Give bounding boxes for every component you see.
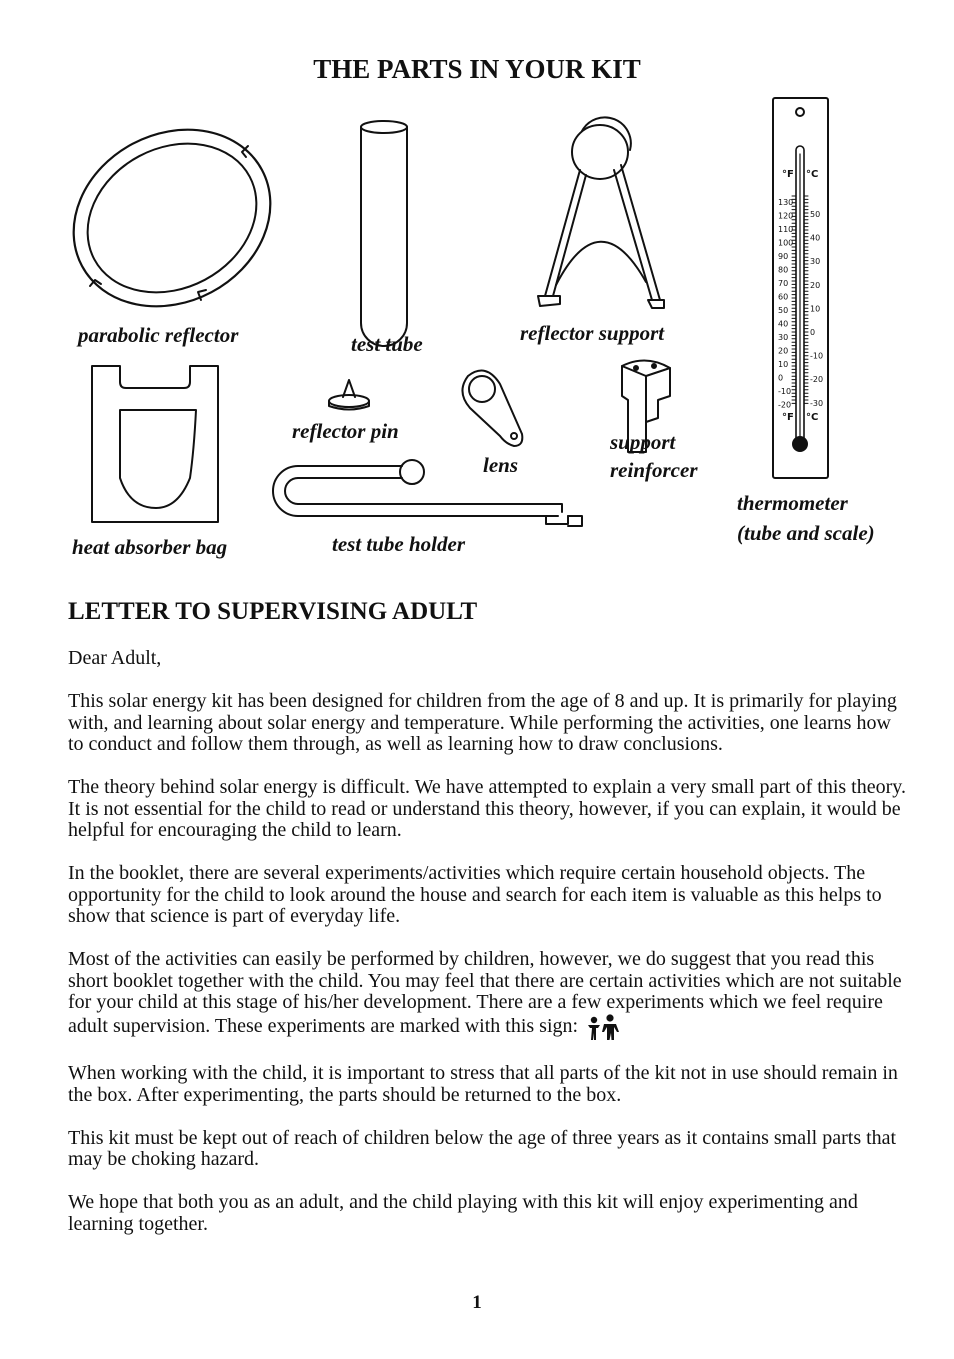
c-tick-label: 0 (810, 328, 816, 337)
label-reflector-pin: reflector pin (292, 419, 399, 443)
label-thermometer-2: (tube and scale) (737, 521, 875, 545)
f-tick-label: 120 (778, 211, 794, 221)
f-tick-label: -20 (778, 400, 792, 410)
f-tick-label: 110 (778, 225, 794, 234)
lens-icon (462, 371, 522, 446)
label-test-tube: test tube (351, 332, 423, 356)
label-support-reinforcer-2: reinforcer (610, 458, 698, 482)
test-tube-holder-icon (273, 460, 582, 526)
letter-paragraph-6: This kit must be kept out of reach of children below the age of three years as it contains small parts that may be choking hazard. (68, 1126, 897, 1170)
f-tick-label: 60 (778, 292, 789, 302)
page-title: THE PARTS IN YOUR KIT (313, 54, 641, 84)
letter-paragraph-4 (68, 949, 908, 1042)
f-tick-label: 70 (778, 279, 789, 288)
unit-c-top: °C (806, 169, 819, 180)
c-tick-label: 50 (810, 210, 821, 219)
letter-paragraph-3: In the booklet, there are several experiments/activities which require certain household objects. The opportunity for the child to look around the house and search for each item is valuable as this helps to show that science is part of everyday life. (68, 862, 882, 927)
letter-paragraph-1: This solar energy kit has been designed for children from the age of 8 and up. It is primarily for playing with, and learning about solar energy and temperature. While performing the activities, one learns how to conduct and follow them through, as well as learning how to draw conclusions. (68, 690, 897, 755)
adult-child-icon (584, 1014, 620, 1042)
f-tick-label: 90 (778, 252, 789, 261)
f-tick-label: 50 (778, 306, 789, 315)
letter-body (68, 648, 908, 1257)
label-heat-absorber-bag: heat absorber bag (72, 535, 228, 559)
f-tick-label: 130 (778, 198, 794, 207)
letter-salutation: Dear Adult, (68, 647, 162, 669)
c-tick-label: 40 (810, 233, 821, 243)
letter-paragraph-5: When working with the child, it is important to stress that all parts of the kit not in use should remain in the box. After experimenting, the parts should be returned to the box. (68, 1062, 898, 1106)
label-support-reinforcer-1: support (610, 430, 676, 454)
unit-f-top: °F (782, 169, 794, 180)
reflector-support-icon (538, 117, 664, 308)
c-tick-label: -10 (810, 351, 824, 361)
label-parabolic-reflector: parabolic reflector (78, 323, 239, 347)
test-tube-icon (361, 121, 407, 346)
heat-absorber-bag-icon (92, 366, 218, 522)
letter-paragraph-7: We hope that both you as an adult, and the child playing with this kit will enjoy experimenting and learning together. (68, 1191, 858, 1235)
c-tick-label: 30 (810, 257, 821, 267)
label-lens: lens (483, 453, 519, 477)
f-tick-label: 80 (778, 265, 789, 275)
unit-f-bottom: °F (782, 412, 794, 423)
label-reflector-support: reflector support (520, 321, 665, 345)
f-tick-label: 100 (778, 238, 794, 248)
f-tick-label: 0 (778, 373, 784, 383)
parabolic-reflector-icon (43, 96, 302, 340)
c-tick-label: -30 (810, 398, 824, 408)
reflector-pin-icon (329, 380, 369, 410)
label-thermometer-1: thermometer (737, 491, 848, 515)
label-test-tube-holder: test tube holder (332, 532, 466, 556)
letter-paragraph-4-text: Most of the activities can easily be performed by children, however, we do suggest that you read this short booklet together with the child. You may feel that there are certain activities which are not suitable for your child at this stage of his/her development. There are a few experiments which we feel require adult supervision. These experiments are marked with this sign: (68, 948, 902, 1037)
f-tick-label: -10 (778, 387, 792, 396)
unit-c-bottom: °C (806, 412, 819, 423)
c-tick-label: 20 (810, 280, 821, 290)
c-tick-label: 10 (810, 304, 821, 314)
letter-paragraph-2: The theory behind solar energy is difficult. We have attempted to explain a very small part of this theory. It is not essential for the child to read or understand this theory, however, if you can explain, it would be helpful for encouraging the child to learn. (68, 776, 906, 841)
f-tick-label: 30 (778, 333, 789, 342)
page-number: 1 (472, 1292, 482, 1313)
c-tick-label: -20 (810, 375, 824, 385)
f-tick-label: 40 (778, 319, 789, 329)
letter-title: LETTER TO SUPERVISING ADULT (68, 598, 478, 625)
f-tick-label: 10 (778, 360, 789, 369)
f-tick-label: 20 (778, 346, 789, 356)
